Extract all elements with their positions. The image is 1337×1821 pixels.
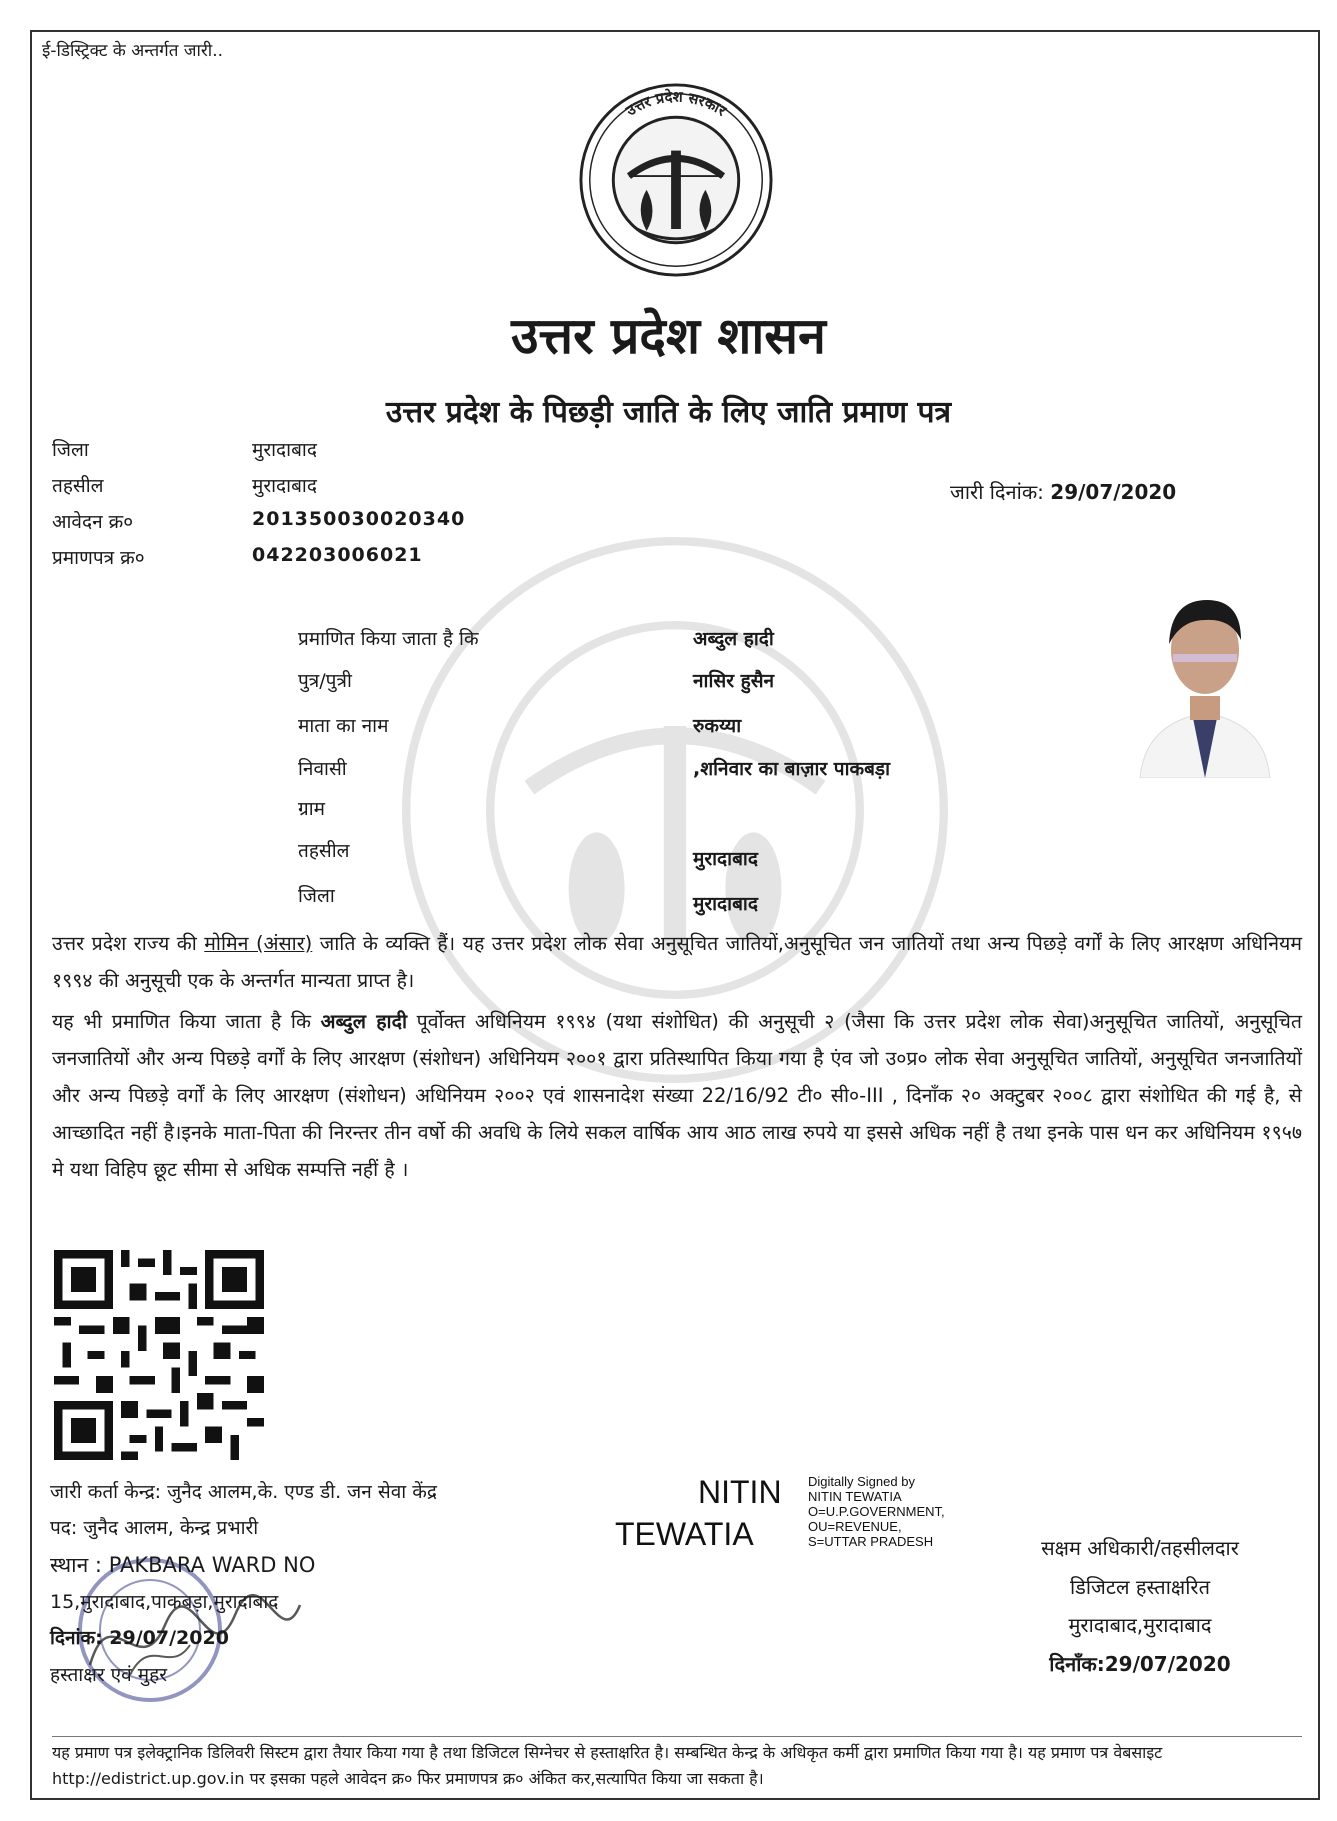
issue-date-value: 29/07/2020 — [1050, 480, 1177, 504]
creamy-paragraph-name: अब्दुल हादी — [320, 1010, 408, 1033]
meta-label-certificate-no: प्रमाणपत्र क्र० — [52, 547, 145, 569]
digital-signature-line: NITIN TEWATIA — [808, 1489, 902, 1504]
authority-digitally-signed: डिजिटल हस्ताक्षरित — [1070, 1575, 1210, 1599]
caste-paragraph — [52, 925, 1302, 999]
detail-label-mother: माता का नाम — [298, 715, 389, 737]
government-title: उत्तर प्रदेश शासन — [511, 307, 826, 365]
meta-value-tehsil: मुरादाबाद — [252, 475, 317, 497]
meta-label-application-no: आवेदन क्र० — [52, 511, 134, 533]
detail-label-district: जिला — [298, 885, 335, 907]
issue-date-label: जारी दिनांक: — [950, 480, 1044, 504]
meta-value-district: मुरादाबाद — [252, 439, 317, 461]
digital-signer-first-name: NITIN — [698, 1474, 782, 1510]
detail-value-father: नासिर हुसैन — [693, 670, 775, 692]
detail-value-tehsil: मुरादाबाद — [693, 848, 758, 870]
issuer-sign-label: हस्ताक्षर एवं मुहर — [50, 1664, 167, 1686]
authority-place: मुरादाबाद,मुरादाबाद — [1068, 1613, 1212, 1637]
authority-title: सक्षम अधिकारी/तहसीलदार — [1041, 1536, 1239, 1560]
digital-signer-last-name: TEWATIA — [615, 1516, 754, 1552]
digital-signature-line: Digitally Signed by — [808, 1474, 915, 1489]
caste-paragraph-start: उत्तर प्रदेश राज्य की — [52, 932, 205, 955]
up-government-emblem-icon — [578, 82, 774, 278]
meta-label-district: जिला — [52, 439, 89, 461]
detail-label-certified: प्रमाणित किया जाता है कि — [298, 628, 479, 650]
detail-label-resident: निवासी — [298, 758, 347, 780]
authority-date: दिनाँक:29/07/2020 — [1049, 1652, 1231, 1676]
digital-signature-details — [808, 1474, 945, 1549]
detail-label-village: ग्राम — [298, 798, 325, 820]
issuer-place-line-1: स्थान : PAKBARA WARD NO — [50, 1553, 316, 1577]
issuer-date: दिनांक: 29/07/2020 — [50, 1627, 229, 1649]
detail-value-mother: रुकय्या — [693, 715, 742, 737]
edistrict-note: ई-डिस्ट्रिक्ट के अन्तर्गत जारी.. — [42, 41, 224, 61]
digital-signature-line: O=U.P.GOVERNMENT, — [808, 1504, 945, 1519]
footer-divider — [52, 1736, 1302, 1737]
creamy-paragraph-start: यह भी प्रमाणित किया जाता है कि — [52, 1010, 321, 1033]
caste-name: मोमिन (अंसार) — [204, 932, 313, 955]
issuer-place-line-2: 15,मुरादाबाद,पाकबड़ा,मुरादाबाद — [50, 1591, 279, 1613]
creamy-layer-paragraph — [52, 1003, 1302, 1188]
footer-disclaimer: यह प्रमाण पत्र इलेक्ट्रानिक डिलिवरी सिस्टम द्वारा तैयार किया गया है तथा डिजिटल सिग्नेचर से हस्ताक्षरित है। सम्बन्धित केन्द्र के अधिकृत कर्मी द्वारा प्रमाणित किया गया है। यह प्रमाण पत्र वेबसाइट http://edistrict.up.gov.in पर इसका पहले आवेदन क्र० फिर प्रमाणपत्र क्र० अंकित कर,सत्यापित किया जा सकता है। — [52, 1743, 1163, 1788]
meta-label-tehsil: तहसील — [52, 475, 104, 497]
issuer-center: जारी कर्ता केन्द्र: जुनैद आलम,के. एण्ड डी. जन सेवा केंद्र — [50, 1481, 437, 1503]
applicant-photo — [1135, 578, 1275, 778]
issuer-post: पद: जुनैद आलम, केन्द्र प्रभारी — [50, 1517, 259, 1539]
issue-date — [950, 478, 1176, 505]
detail-value-district: मुरादाबाद — [693, 893, 758, 915]
detail-label-tehsil: तहसील — [298, 840, 350, 862]
digital-signature-line: S=UTTAR PRADESH — [808, 1534, 934, 1549]
certificate-title: उत्तर प्रदेश के पिछड़ी जाति के लिए जाति प्रमाण पत्र — [385, 395, 952, 430]
caste-paragraph-rest: जाति के व्यक्ति हैं। यह उत्तर प्रदेश लोक सेवा अनुसूचित जातियों,अनुसूचित जन जातियों तथा अन्य पिछड़े वर्गों के लिए आरक्षण अधिनियम १९९४ की अनुसूची एक के अन्तर्गत मान्यता प्राप्त है। — [52, 932, 1302, 992]
creamy-paragraph-rest: पूर्वोक्त अधिनियम १९९४ (यथा संशोधित) की अनुसूची २ (जैसा कि उत्तर प्रदेश लोक सेवा)अनुसूचित जातियों, अनुसूचित जनजातियों और अन्य पिछड़े वर्गों के लिए आरक्षण (संशोधन) अधिनियम २००१ द्वारा प्रतिस्थापित किया गया है एंव जो उ०प्र० लोक सेवा अनुसूचित जातियों, अनुसूचित जनजातियों और अन्य पिछड़े वर्गों के लिए आरक्षण (संशोधन) अधिनियम २००२ एवं शासनादेश संख्या 22/16/92 टी० सी०-III , दिनाँक २० अक्टुबर २००८ द्वारा संशोधित की गई है, से आच्छादित नहीं है।इनके माता-पिता की निरन्तर तीन वर्षो की अवधि के लिये सकल वार्षिक आय आठ लाख रुपये या इससे अधिक नहीं है तथा इनके पास धन कर अधिनियम १९५७ मे यथा विहिप छूट सीमा से अधिक सम्पत्ति नहीं है । — [52, 1010, 1302, 1181]
meta-value-application-no: 201350030020340 — [252, 508, 466, 530]
detail-label-son-of: पुत्र/पुत्री — [298, 670, 352, 692]
svg-text:उत्तर प्रदेश सरकार: उत्तर प्रदेश सरकार — [623, 88, 730, 120]
meta-value-certificate-no: 042203006021 — [252, 544, 423, 566]
digital-signature-line: OU=REVENUE, — [808, 1519, 902, 1534]
detail-value-resident: ,शनिवार का बाज़ार पाकबड़ा — [693, 758, 891, 780]
qr-code — [54, 1250, 264, 1460]
detail-value-name: अब्दुल हादी — [693, 628, 774, 650]
